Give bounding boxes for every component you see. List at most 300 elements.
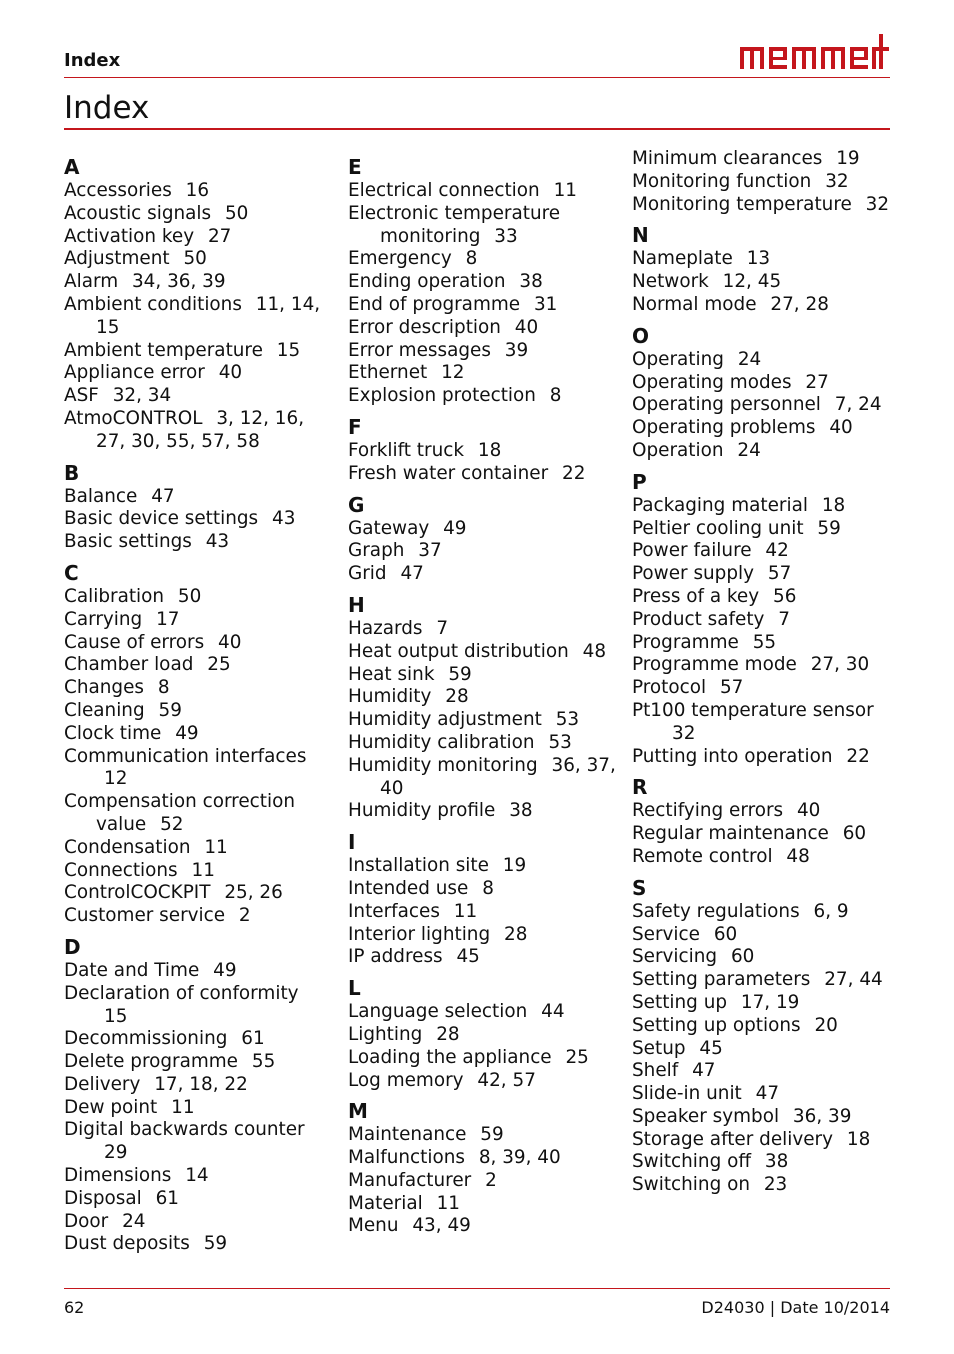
index-term: Nameplate [632,248,733,270]
index-term: Cleaning [64,699,145,721]
index-term: Humidity profile [348,800,496,822]
index-entry [348,563,618,586]
index-entry [64,294,334,340]
index-pages: 15 [104,1005,128,1027]
index-entry [64,905,334,928]
index-pages: 55 [752,631,777,653]
index-entry [64,1233,334,1256]
index-pages: 59 [480,1124,504,1146]
section-letter: H [348,592,365,617]
index-entry [348,1124,618,1147]
index-entry [348,946,618,969]
index-entry [348,686,618,709]
index-pages: 59 [203,1233,228,1255]
index-term: Fresh water container [348,462,549,484]
index-entry [632,800,902,823]
index-term: End of programme [348,293,521,315]
index-pages: 12 [104,768,128,790]
index-pages: 49 [175,722,199,744]
index-entry [64,1028,334,1051]
index-entry [632,349,902,372]
index-term: Explosion protection [348,385,536,407]
index-entry [64,271,334,294]
index-entry [64,700,334,723]
index-pages: 25 [207,654,231,676]
index-entry [348,540,618,563]
index-term: ControlCOCKPIT [64,882,211,904]
index-term: Gateway [348,517,430,539]
index-term: Monitoring function [632,170,812,192]
index-term: Pt100 temperature sensor [632,699,874,721]
index-term: Safety regulations [632,900,800,922]
index-entry [64,1211,334,1234]
index-entry [632,746,902,769]
index-entry [348,901,618,924]
page-number: 62 [64,1298,85,1317]
index-pages: 36, 37, 40 [380,754,616,799]
index-pages: 8 [465,248,478,270]
index-entry [348,248,618,271]
index-pages: 32 [825,170,849,192]
index-pages: 11 [204,836,228,858]
index-entry [348,855,618,878]
index-pages: 60 [713,923,738,945]
index-entry [64,1074,334,1097]
index-pages: 39 [504,339,529,361]
index-term: Digital backwards counter [64,1119,305,1141]
index-term: Operating problems [632,417,816,439]
section-letter: A [64,155,80,179]
index-term: Service [632,923,700,945]
index-term: Servicing [632,946,718,968]
index-entry [348,878,618,901]
index-entry [64,1165,334,1188]
index-entry [632,440,902,463]
index-pages: 23 [763,1174,788,1196]
index-term: Cause of errors [64,631,205,653]
index-term: Activation key [64,225,195,247]
index-entry [348,618,618,641]
index-pages: 49 [213,959,237,981]
index-pages: 29 [104,1142,128,1164]
index-entry [64,486,334,509]
index-entry [632,171,902,194]
index-pages: 61 [241,1028,265,1050]
index-pages: 40 [796,800,821,822]
index-entry [64,960,334,983]
running-header: Index [64,50,121,71]
index-term: Setting up options [632,1014,801,1036]
index-pages: 11 [553,180,577,201]
index-term: Operating modes [632,371,792,393]
index-entry [64,723,334,746]
index-entry [64,882,334,905]
index-entry [348,924,618,947]
index-term: Setting up [632,991,728,1013]
document-info: D24030 | Date 10/2014 [701,1298,890,1317]
index-entry [632,632,902,655]
index-pages: 40 [218,362,243,384]
index-term: Manufacturer [348,1169,472,1191]
index-pages: 11, 14, 15 [96,293,321,338]
index-pages: 24 [737,439,761,461]
index-term: Interior lighting [348,923,491,945]
page-title: Index [64,90,150,126]
index-term: Setting parameters [632,969,811,991]
index-pages: 27 [207,225,232,247]
index-pages: 20 [814,1014,838,1036]
index-pages: 28 [436,1023,460,1045]
index-entry [64,508,334,531]
index-term: Operating personnel [632,394,821,416]
index-term: Declaration of conformity [64,982,299,1004]
index-column-2 [348,148,618,1238]
index-term: Interfaces [348,900,440,922]
index-column-1 [64,148,334,1256]
index-term: Programme [632,631,739,653]
index-column-3 [632,148,902,1197]
index-entry [64,180,334,203]
index-term: Malfunctions [348,1147,465,1169]
index-term: Peltier cooling unit [632,517,804,539]
index-term: Heat sink [348,663,435,685]
index-term: Programme mode [632,654,797,676]
section-letter: L [348,976,361,1001]
index-entry [632,518,902,541]
index-pages: 6, 9 [813,900,849,922]
index-pages: 61 [155,1187,180,1209]
index-entry [348,1215,618,1238]
index-entry [64,654,334,677]
index-term: Humidity monitoring [348,754,538,776]
index-entry [64,677,334,700]
index-term: Dust deposits [64,1233,190,1255]
index-entry [348,709,618,732]
index-term: Error description [348,316,501,338]
index-pages: 42, 57 [477,1069,536,1091]
index-entry [64,1051,334,1074]
index-entry [64,1097,334,1120]
index-entry [632,901,902,924]
index-term: Press of a key [632,585,760,607]
index-term: Menu [348,1215,399,1237]
index-entry [348,463,618,486]
index-term: Maintenance [348,1124,467,1146]
index-pages: 8 [157,677,170,699]
index-term: Basic device settings [64,508,259,530]
index-pages: 38 [764,1151,789,1173]
index-term: AtmoCONTROL [64,407,203,429]
index-pages: 56 [773,585,797,607]
index-pages: 50 [183,248,207,270]
index-entry [632,294,902,317]
index-entry [348,271,618,294]
index-entry [632,417,902,440]
section-letter: C [64,560,79,585]
index-term: Lighting [348,1023,423,1045]
index-term: Door [64,1210,109,1232]
index-term: Loading the appliance [348,1046,552,1068]
index-entry [632,1060,902,1083]
index-entry [632,1151,902,1174]
index-pages: 12, 45 [722,271,782,293]
index-pages: 22 [846,745,870,767]
index-pages: 57 [767,563,792,585]
index-term: Customer service [64,905,226,927]
index-entry [64,746,334,792]
index-term: Network [632,271,709,293]
index-entry [64,385,334,408]
index-pages: 33 [494,225,518,247]
index-entry [64,586,334,609]
index-pages: 50 [177,585,202,607]
index-term: Power supply [632,563,755,585]
index-pages: 3, 12, 16, 27, 30, 55, 57, 58 [96,407,305,452]
index-entry [632,992,902,1015]
index-pages: 48 [582,640,607,662]
index-term: Calibration [64,585,165,607]
index-pages: 15 [276,339,301,361]
index-entry [348,755,618,801]
index-pages: 40 [218,631,242,653]
index-term: Hazards [348,617,423,639]
index-entry [348,1001,618,1024]
index-pages: 11 [453,900,478,922]
index-entry [348,732,618,755]
header-rule [64,77,890,78]
index-pages: 59 [817,517,841,539]
index-term: Installation site [348,855,489,877]
index-entry [632,677,902,700]
index-pages: 40 [514,316,539,338]
index-entry [348,1047,618,1070]
index-pages: 25, 26 [224,882,283,904]
index-term: Error messages [348,339,491,361]
index-pages: 57 [719,677,744,699]
index-pages: 14 [185,1165,209,1187]
index-entry [64,860,334,883]
index-term: Grid [348,563,387,585]
index-entry [632,563,902,586]
index-entry [632,700,902,746]
index-pages: 11 [171,1096,195,1118]
index-entry [64,362,334,385]
section-letter: F [348,414,362,439]
index-pages: 27, 28 [770,293,829,315]
index-term: Packaging material [632,494,808,516]
index-pages: 43 [272,508,296,530]
index-pages: 17 [156,608,180,630]
index-term: Material [348,1192,423,1214]
index-pages: 32 [672,722,696,744]
index-pages: 53 [555,709,580,731]
index-term: Electronic temperature monitoring [348,202,561,247]
index-pages: 44 [541,1001,565,1023]
index-entry [64,609,334,632]
index-term: Humidity calibration [348,731,535,753]
index-pages: 53 [548,731,572,753]
section-letter: B [64,460,80,485]
index-pages: 17, 18, 22 [154,1073,248,1095]
index-term: Product safety [632,608,765,630]
index-entry [348,385,618,408]
index-entry [348,317,618,340]
index-pages: 16 [185,180,210,201]
index-term: Forklift truck [348,439,465,461]
index-entry [348,664,618,687]
index-entry [632,540,902,563]
index-term: Delete programme [64,1051,239,1073]
index-entry [632,846,902,869]
index-pages: 47 [400,563,424,585]
index-entry [632,946,902,969]
title-rule [64,128,890,130]
index-term: Chamber load [64,654,194,676]
index-term: Accessories [64,180,172,201]
index-term: Dew point [64,1096,158,1118]
index-pages: 12 [441,362,465,384]
index-pages: 55 [251,1051,276,1073]
index-term: Normal mode [632,293,757,315]
index-term: Communication interfaces [64,745,307,767]
index-term: Ending operation [348,271,506,293]
index-entry [348,1024,618,1047]
index-entry [632,969,902,992]
index-pages: 52 [160,813,184,835]
index-pages: 7, 24 [834,394,882,416]
index-term: ASF [64,385,99,407]
index-entry [348,180,618,203]
index-pages: 11 [191,859,215,881]
index-term: Adjustment [64,248,170,270]
index-pages: 59 [158,699,182,721]
index-pages: 28 [504,923,528,945]
index-pages: 2 [485,1169,497,1191]
index-entry [348,440,618,463]
index-term: Humidity adjustment [348,709,542,731]
index-term: Storage after delivery [632,1128,834,1150]
index-pages: 34, 36, 39 [131,271,226,293]
index-pages: 27, 30 [810,654,870,676]
index-pages: 36, 39 [792,1105,852,1127]
index-pages: 45 [699,1037,723,1059]
index-entry [348,1193,618,1216]
section-letter: R [632,775,648,800]
index-term: Monitoring temperature [632,193,852,215]
index-pages: 60 [842,823,867,845]
footer-rule [64,1288,890,1289]
index-entry [64,531,334,554]
index-entry [348,362,618,385]
index-entry [64,340,334,363]
index-entry [64,1119,334,1165]
index-term: Delivery [64,1073,141,1095]
index-term: Alarm [64,271,119,293]
index-entry [632,823,902,846]
index-entry [632,248,902,271]
index-entry [64,632,334,655]
index-term: Switching off [632,1151,752,1173]
memmert-logo [738,32,890,72]
index-term: Regular maintenance [632,823,829,845]
index-term: Balance [64,485,138,507]
index-entry [632,1129,902,1152]
index-pages: 38 [519,271,543,293]
index-term: Intended use [348,877,469,899]
index-pages: 60 [730,946,755,968]
index-term: Decommissioning [64,1028,228,1050]
index-term: Appliance error [64,362,205,384]
index-pages: 13 [746,248,771,270]
index-pages: 22 [562,462,586,484]
index-term: Basic settings [64,531,192,553]
index-entry [348,203,618,249]
index-entry [632,1106,902,1129]
index-entry [64,983,334,1029]
index-entry [348,294,618,317]
index-pages: 45 [456,946,480,968]
index-entry [348,1147,618,1170]
section-letter: D [64,934,81,959]
index-term: Rectifying errors [632,800,784,822]
index-entry [64,1188,334,1211]
section-letter: E [348,155,362,179]
section-letter: O [632,323,650,348]
index-term: Emergency [348,248,452,270]
index-entry [632,372,902,395]
index-pages: 40 [829,417,853,439]
index-entry [64,248,334,271]
index-entry [632,1015,902,1038]
index-entry [64,226,334,249]
index-pages: 24 [737,348,762,370]
index-term: IP address [348,946,443,968]
index-entry [632,654,902,677]
index-entry [632,1174,902,1197]
index-entry [632,271,902,294]
index-entry [632,148,902,171]
index-pages: 59 [448,663,472,685]
index-term: Ambient temperature [64,339,263,361]
index-term: Operation [632,439,724,461]
index-pages: 8 [482,877,494,899]
index-entry [632,1083,902,1106]
index-term: Clock time [64,722,162,744]
index-entry [632,924,902,947]
index-pages: 8 [549,385,562,407]
index-pages: 17, 19 [740,991,800,1013]
index-term: Switching on [632,1174,750,1196]
index-pages: 42 [765,540,789,562]
index-term: Slide-in unit [632,1083,742,1105]
index-term: Heat output distribution [348,640,569,662]
index-pages: 43 [205,531,230,553]
index-term: Carrying [64,608,143,630]
index-pages: 32 [865,193,890,215]
index-entry [348,340,618,363]
index-entry [348,1070,618,1093]
index-pages: 11 [436,1192,460,1214]
index-pages: 18 [477,439,502,461]
index-pages: 25 [565,1046,589,1068]
index-entry [348,1170,618,1193]
index-term: Power failure [632,540,752,562]
section-letter: M [348,1099,368,1124]
index-term: Speaker symbol [632,1105,780,1127]
index-term: Remote control [632,845,773,867]
index-pages: 8, 39, 40 [478,1147,561,1169]
section-letter: G [348,492,365,517]
